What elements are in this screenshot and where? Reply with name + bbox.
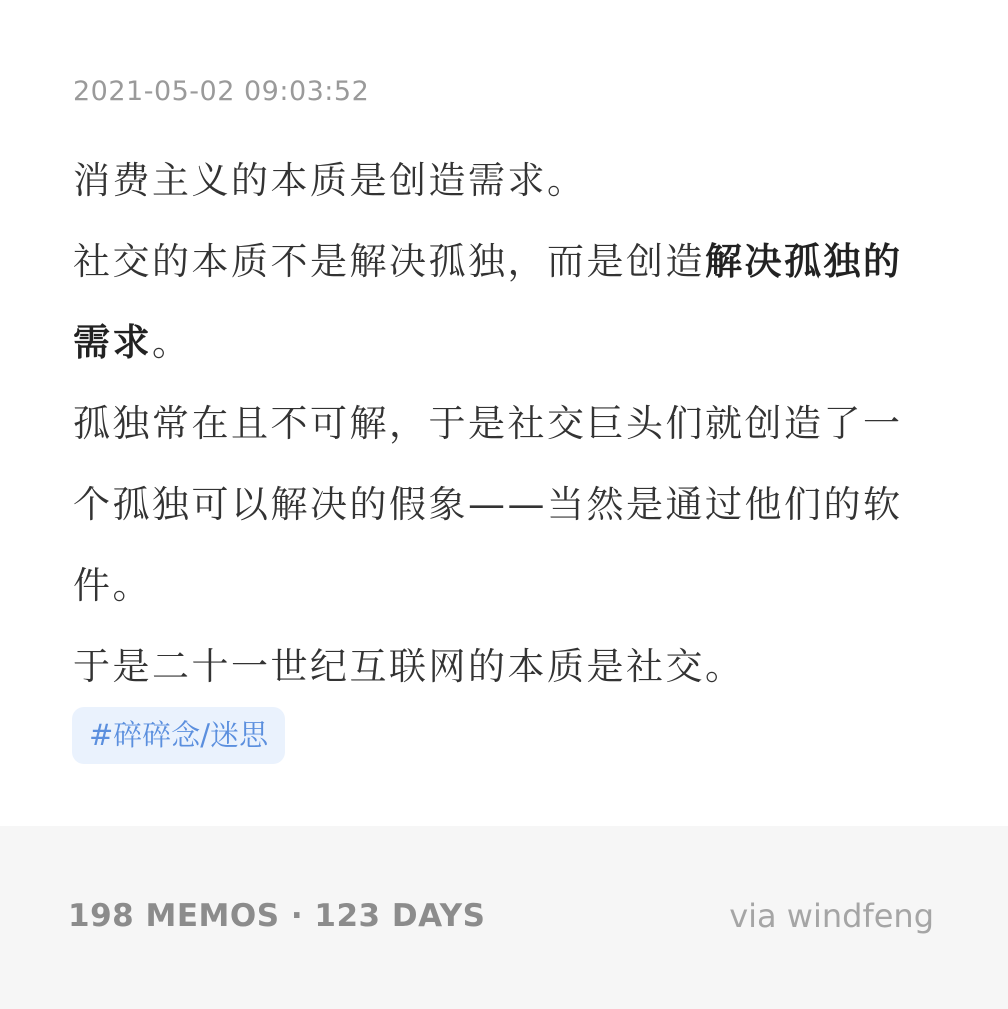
memo-paragraph-3: 孤独常在且不可解，于是社交巨头们就创造了一个孤独可以解决的假象——当然是通过他们的软件。	[73, 402, 903, 607]
memo-paragraph-4: 于是二十一世纪互联网的本质是社交。	[73, 645, 745, 688]
memo-paragraph-2-text: 社交的本质不是解决孤独，而是创造	[73, 240, 705, 283]
author-credit: via windfeng	[729, 897, 934, 935]
memo-timestamp: 2021-05-02 09:03:52	[73, 76, 370, 107]
memo-stats: 198 MEMOS · 123 DAYS	[68, 898, 486, 934]
memo-paragraph-2	[73, 221, 933, 383]
memo-paragraph-2-bold: 解决孤独的需求	[73, 240, 903, 364]
memo-paragraph-2-end: 。	[152, 321, 192, 364]
memo-content	[73, 140, 933, 707]
memo-tag[interactable]: #碎碎念/迷思	[72, 707, 285, 764]
memo-paragraph-1: 消费主义的本质是创造需求。	[73, 159, 587, 202]
